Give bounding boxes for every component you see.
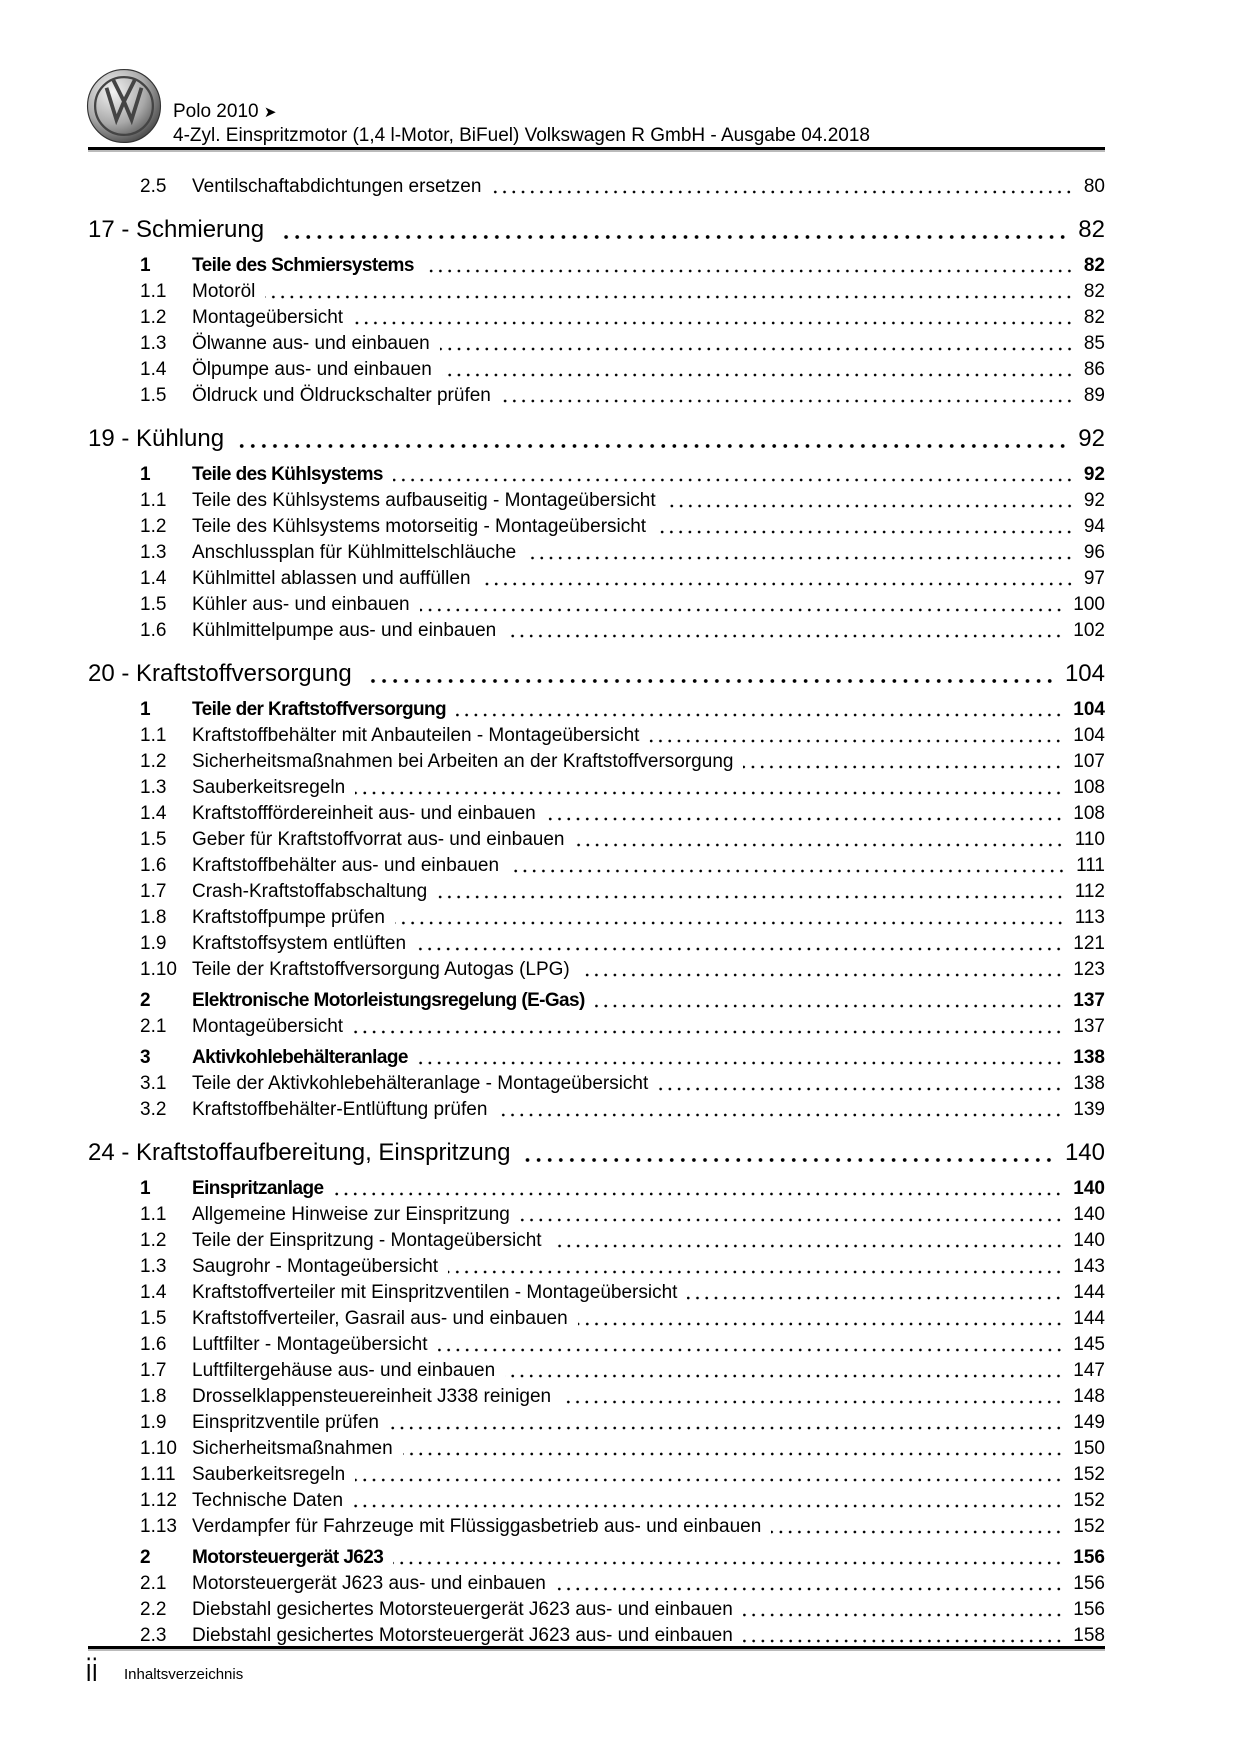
header-divider [88,147,1105,150]
toc-number: 1.2 [140,751,167,772]
toc-page: 82 [1078,216,1105,243]
toc-entry[interactable] [88,957,1105,983]
toc-page: 104 [1073,725,1105,746]
toc-title: Geber für Kraftstoffvorrat aus- und einbauen [192,829,565,850]
toc-title: Kühler aus- und einbauen [192,594,410,615]
toc-page: 144 [1073,1308,1105,1329]
toc-page: 156 [1073,1599,1105,1620]
toc-entry[interactable] [88,1571,1105,1597]
dot-leader [649,737,1063,745]
toc-page: 89 [1083,385,1105,406]
toc-title: 19 - Kühlung [88,425,225,452]
toc-entry[interactable] [88,1514,1105,1540]
footer-divider [88,1646,1105,1649]
toc-entry[interactable] [88,1306,1105,1332]
page-number: ii [86,1652,99,1688]
toc-page: 92 [1083,490,1105,511]
header-subtitle: 4-Zyl. Einspritzmotor (1,4 l-Motor, BiFuel) Volkswagen R GmbH - Ausgabe 04.2018 [173,125,870,146]
dot-leader [448,1268,1063,1276]
dot-leader [491,188,1073,196]
toc-page: 140 [1073,1178,1105,1199]
dot-leader [366,677,1055,685]
toc-title: Luftfilter - Montageübersicht [192,1334,428,1355]
toc-chapter[interactable] [88,212,1105,248]
toc-number: 1.2 [140,516,167,537]
toc-entry[interactable] [88,801,1105,827]
toc-page: 104 [1064,660,1105,687]
toc-number: 1.1 [140,490,167,511]
toc-page: 145 [1073,1334,1105,1355]
dot-leader [497,1111,1063,1119]
toc-page: 110 [1074,829,1105,850]
toc-entry[interactable] [88,775,1105,801]
toc-title: Sauberkeitsregeln [192,1464,346,1485]
toc-title: Teile des Kühlsystems aufbauseitig - Montageübersicht [192,490,656,511]
toc-number: 1.4 [140,1282,167,1303]
toc-title: Einspritzanlage [192,1178,324,1199]
toc-section[interactable] [88,253,1105,279]
toc-title: Öldruck und Öldruckschalter prüfen [192,385,491,406]
toc-entry[interactable] [88,279,1105,305]
toc-title: Drosselklappensteuereinheit J338 reinigen [192,1386,552,1407]
toc-number: 2.1 [140,1573,167,1594]
toc-number: 1.6 [140,620,167,641]
dot-leader [574,841,1064,849]
header-model [173,101,276,123]
dot-leader [658,1085,1063,1093]
toc-entry[interactable] [88,618,1105,644]
toc-entry[interactable] [88,1280,1105,1306]
dot-leader [238,442,1068,450]
toc-entry[interactable] [88,174,1105,200]
toc-page: 92 [1078,425,1105,452]
toc-title: Teile der Aktivkohlebehälteranlage - Montageübersicht [192,1073,649,1094]
toc-entry[interactable] [88,1358,1105,1384]
toc-entry[interactable] [88,853,1105,879]
toc-number: 1 [140,699,151,720]
toc-title: Teile der Kraftstoffversorgung Autogas (LPG) [192,959,570,980]
toc-page: 86 [1083,359,1105,380]
dot-leader [353,1028,1063,1036]
toc-entry[interactable] [88,383,1105,409]
dot-leader [666,502,1074,510]
toc-number: 1.13 [140,1516,177,1537]
toc-entry[interactable] [88,357,1105,383]
toc-number: 1.10 [140,1438,177,1459]
toc-number: 1.5 [140,829,167,850]
toc-chapter[interactable] [88,656,1105,692]
dot-leader [355,1476,1063,1484]
toc-page: 144 [1073,1282,1105,1303]
dot-leader [353,1502,1063,1510]
toc-number: 1.6 [140,1334,167,1355]
toc-entry[interactable] [88,1462,1105,1488]
toc-title: Diebstahl gesichertes Motorsteuergerät J623 aus- und einbauen [192,1625,733,1646]
dot-leader [580,971,1064,979]
toc-entry[interactable] [88,1228,1105,1254]
toc-page: 137 [1073,1016,1105,1037]
dot-leader [424,267,1074,275]
toc-chapter[interactable] [88,421,1105,457]
toc-title: Diebstahl gesichertes Motorsteuergerät J623 aus- und einbauen [192,1599,733,1620]
toc-page: 149 [1073,1412,1105,1433]
dot-leader [687,1294,1063,1302]
toc-entry[interactable] [88,723,1105,749]
toc-title: Kühlmittelpumpe aus- und einbauen [192,620,497,641]
table-of-contents [88,174,1105,1649]
toc-number: 1.3 [140,1256,167,1277]
toc-page: 152 [1073,1516,1105,1537]
toc-title: Einspritzventile prüfen [192,1412,379,1433]
toc-title: Motorsteuergerät J623 aus- und einbauen [192,1573,546,1594]
dot-leader [520,1216,1063,1224]
toc-page: 107 [1073,751,1105,772]
dot-leader [578,1320,1064,1328]
toc-entry[interactable] [88,931,1105,957]
toc-entry[interactable] [88,566,1105,592]
toc-page: 82 [1083,255,1105,276]
header-model-text: Polo 2010 [173,101,259,122]
dot-leader [353,319,1074,327]
dot-leader [418,1059,1064,1067]
toc-section[interactable] [88,1176,1105,1202]
toc-number: 1.12 [140,1490,177,1511]
toc-entry[interactable] [88,1384,1105,1410]
toc-chapter[interactable] [88,1135,1105,1171]
toc-entry[interactable] [88,540,1105,566]
dot-leader [395,919,1065,927]
toc-page: 139 [1073,1099,1105,1120]
toc-page: 82 [1083,307,1105,328]
toc-title: Kraftstoffbehälter mit Anbauteilen - Montageübersicht [192,725,640,746]
toc-title: Kraftstoffverteiler, Gasrail aus- und einbauen [192,1308,568,1329]
toc-page: 102 [1073,620,1105,641]
dot-leader [656,528,1074,536]
toc-number: 3.1 [140,1073,167,1094]
toc-number: 1.3 [140,777,167,798]
toc-page: 121 [1073,933,1105,954]
toc-page: 111 [1076,855,1105,876]
toc-entry[interactable] [88,827,1105,853]
toc-number: 2.2 [140,1599,167,1620]
toc-number: 2.3 [140,1625,167,1646]
toc-page: 138 [1073,1073,1105,1094]
toc-section[interactable] [88,462,1105,488]
toc-title: Ölwanne aus- und einbauen [192,333,430,354]
footer-label: Inhaltsverzeichnis [124,1666,244,1683]
dot-leader [437,893,1065,901]
dot-leader [743,1637,1064,1645]
toc-page: 152 [1073,1464,1105,1485]
toc-entry[interactable] [88,1202,1105,1228]
toc-section[interactable] [88,1045,1105,1071]
toc-entry[interactable] [88,592,1105,618]
toc-entry[interactable] [88,1071,1105,1097]
toc-number: 2 [140,990,151,1011]
toc-number: 1.11 [140,1464,176,1485]
dot-leader [552,1242,1064,1250]
toc-title: Kraftstoffbehälter-Entlüftung prüfen [192,1099,488,1120]
dot-leader [456,711,1063,719]
toc-page: 92 [1083,464,1105,485]
toc-page: 80 [1083,176,1105,197]
dot-leader [481,580,1074,588]
toc-entry[interactable] [88,1254,1105,1280]
toc-page: 100 [1073,594,1105,615]
dot-leader [265,293,1074,301]
toc-entry[interactable] [88,1436,1105,1462]
dot-leader [509,867,1066,875]
toc-number: 1.1 [140,1204,167,1225]
toc-title: Ventilschaftabdichtungen ersetzen [192,176,482,197]
toc-title: Motorsteuergerät J623 [192,1547,384,1568]
toc-number: 1.5 [140,385,167,406]
toc-title: Elektronische Motorleistungsregelung (E-Gas) [192,990,585,1011]
toc-number: 1.5 [140,594,167,615]
dot-leader [556,1585,1063,1593]
dot-leader [561,1398,1063,1406]
toc-title: Motoröl [192,281,256,302]
dot-leader [501,397,1074,405]
toc-title: 20 - Kraftstoffversorgung [88,660,352,687]
toc-number: 1.1 [140,281,167,302]
toc-page: 158 [1073,1625,1105,1646]
toc-page: 94 [1083,516,1105,537]
dot-leader [595,1002,1064,1010]
dot-leader [278,233,1068,241]
toc-page: 113 [1074,907,1105,928]
toc-section[interactable] [88,988,1105,1014]
dot-leader [355,789,1063,797]
toc-entry[interactable] [88,879,1105,905]
toc-number: 1.2 [140,307,167,328]
toc-title: Ölpumpe aus- und einbauen [192,359,432,380]
toc-title: Montageübersicht [192,1016,344,1037]
dot-leader [524,1156,1054,1164]
dot-leader [440,345,1074,353]
toc-page: 96 [1083,542,1105,563]
toc-page: 140 [1073,1230,1105,1251]
toc-number: 1.1 [140,725,167,746]
toc-page: 148 [1073,1386,1105,1407]
vw-logo [86,68,162,144]
toc-page: 140 [1073,1204,1105,1225]
toc-title: Teile des Schmiersystems [192,255,414,276]
dot-leader [506,632,1063,640]
toc-number: 1.2 [140,1230,167,1251]
toc-number: 1.9 [140,1412,167,1433]
dot-leader [743,763,1063,771]
toc-number: 1.7 [140,1360,167,1381]
toc-page: 108 [1073,803,1105,824]
toc-title: Kraftstoffpumpe prüfen [192,907,385,928]
toc-title: Technische Daten [192,1490,344,1511]
dot-leader [403,1450,1064,1458]
toc-title: Kühlmittel ablassen und auffüllen [192,568,471,589]
toc-page: 156 [1073,1547,1105,1568]
toc-entry[interactable] [88,1097,1105,1123]
toc-title: Saugrohr - Montageübersicht [192,1256,439,1277]
toc-title: Kraftstoffverteiler mit Einspritzventilen - Montageübersicht [192,1282,678,1303]
arrow-right-icon: ➤ [263,104,277,121]
toc-page: 147 [1073,1360,1105,1381]
toc-entry[interactable] [88,305,1105,331]
toc-title: 17 - Schmierung [88,216,265,243]
toc-number: 1.7 [140,881,167,902]
toc-entry[interactable] [88,331,1105,357]
toc-title: Kraftstoffsystem entlüften [192,933,407,954]
toc-page: 137 [1073,990,1105,1011]
toc-entry[interactable] [88,1597,1105,1623]
toc-page: 152 [1073,1490,1105,1511]
toc-number: 2.1 [140,1016,167,1037]
dot-leader [420,606,1064,614]
toc-number: 1.8 [140,1386,167,1407]
toc-page: 138 [1073,1047,1105,1068]
toc-entry[interactable] [88,749,1105,775]
dot-leader [393,476,1074,484]
toc-title: Montageübersicht [192,307,344,328]
toc-page: 150 [1073,1438,1105,1459]
toc-number: 2.5 [140,176,167,197]
toc-title: Teile der Kraftstoffversorgung [192,699,447,720]
toc-number: 1.9 [140,933,167,954]
toc-entry[interactable] [88,488,1105,514]
dot-leader [416,945,1063,953]
toc-page: 140 [1064,1139,1105,1166]
toc-number: 1.4 [140,803,167,824]
toc-title: Teile der Einspritzung - Montageübersicht [192,1230,542,1251]
toc-page: 82 [1083,281,1105,302]
toc-page: 97 [1083,568,1105,589]
toc-entry[interactable] [88,905,1105,931]
toc-entry[interactable] [88,1332,1105,1358]
dot-leader [546,815,1064,823]
toc-number: 1 [140,464,151,485]
toc-title: Sicherheitsmaßnahmen bei Arbeiten an der Kraftstoffversorgung [192,751,734,772]
toc-title: Crash-Kraftstoffabschaltung [192,881,428,902]
toc-number: 1.5 [140,1308,167,1329]
dot-leader [442,371,1074,379]
toc-entry[interactable] [88,1410,1105,1436]
toc-page: 123 [1073,959,1105,980]
toc-number: 2 [140,1547,151,1568]
dot-leader [393,1559,1063,1567]
toc-entry[interactable] [88,514,1105,540]
dot-leader [333,1190,1063,1198]
toc-title: Sauberkeitsregeln [192,777,346,798]
dot-leader [389,1424,1063,1432]
toc-title: Verdampfer für Fahrzeuge mit Flüssiggasbetrieb aus- und einbauen [192,1516,762,1537]
toc-page: 143 [1073,1256,1105,1277]
toc-number: 1 [140,255,151,276]
dot-leader [505,1372,1063,1380]
toc-number: 1.8 [140,907,167,928]
toc-title: Sicherheitsmaßnahmen [192,1438,393,1459]
toc-number: 3.2 [140,1099,167,1120]
toc-title: Kraftstofffördereinheit aus- und einbauen [192,803,536,824]
toc-entry[interactable] [88,1488,1105,1514]
toc-number: 1.4 [140,568,167,589]
toc-number: 1.3 [140,542,167,563]
toc-number: 1.10 [140,959,177,980]
toc-page: 85 [1083,333,1105,354]
dot-leader [438,1346,1064,1354]
toc-section[interactable] [88,1545,1105,1571]
toc-title: Teile des Kühlsystems motorseitig - Montageübersicht [192,516,647,537]
toc-number: 1.4 [140,359,167,380]
toc-title: Teile des Kühlsystems [192,464,383,485]
toc-page: 112 [1074,881,1105,902]
toc-section[interactable] [88,697,1105,723]
dot-leader [526,554,1074,562]
toc-title: Aktivkohlebehälteranlage [192,1047,408,1068]
dot-leader [743,1611,1064,1619]
toc-number: 3 [140,1047,151,1068]
toc-title: 24 - Kraftstoffaufbereitung, Einspritzung [88,1139,511,1166]
toc-page: 156 [1073,1573,1105,1594]
toc-page: 104 [1073,699,1105,720]
toc-title: Anschlussplan für Kühlmittelschläuche [192,542,517,563]
toc-number: 1 [140,1178,151,1199]
toc-number: 1.3 [140,333,167,354]
toc-title: Kraftstoffbehälter aus- und einbauen [192,855,500,876]
toc-entry[interactable] [88,1014,1105,1040]
dot-leader [771,1528,1063,1536]
toc-number: 1.6 [140,855,167,876]
toc-title: Allgemeine Hinweise zur Einspritzung [192,1204,510,1225]
toc-title: Luftfiltergehäuse aus- und einbauen [192,1360,496,1381]
toc-page: 108 [1073,777,1105,798]
